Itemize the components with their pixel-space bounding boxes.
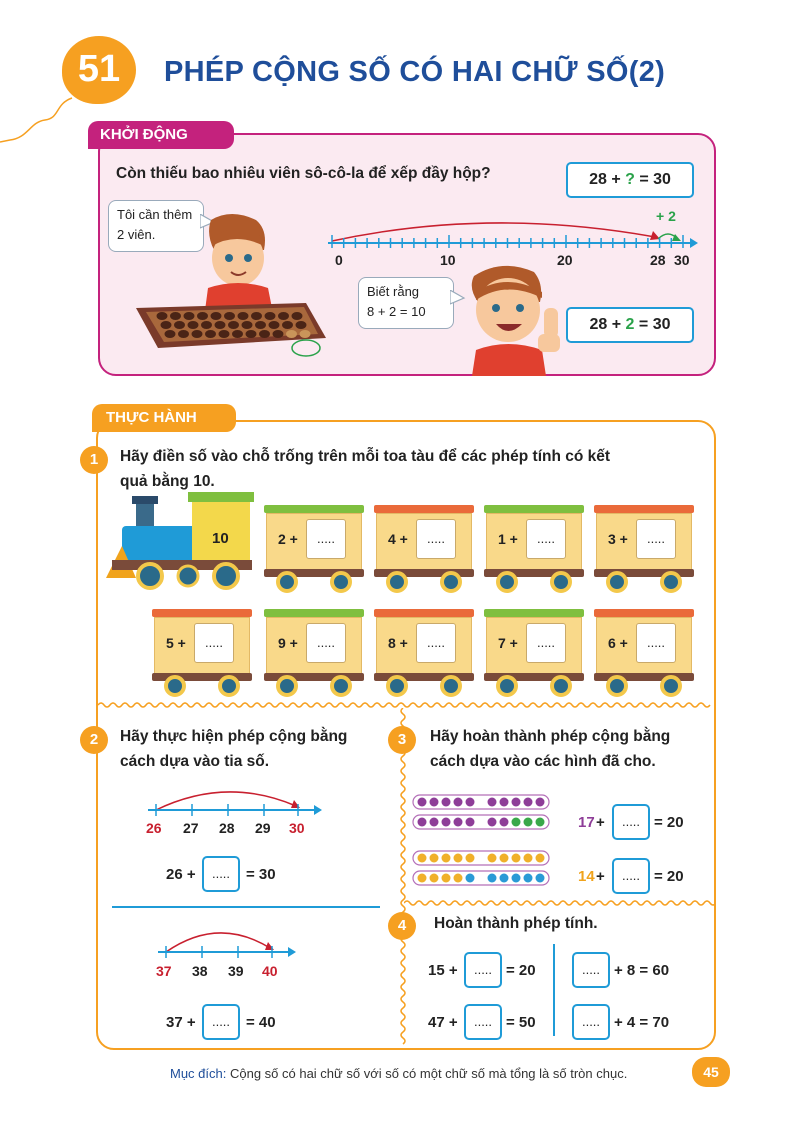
task-2-number: 2 [80, 726, 108, 754]
answer-box[interactable]: ..... [572, 1004, 610, 1040]
train-car: 9 + ..... [266, 609, 362, 699]
task-2-instruction-line2: cách dựa vào tia số. [120, 753, 270, 770]
train-car: 3 + ..... [596, 505, 692, 595]
wavy-divider-vertical [398, 708, 408, 1048]
balloon-string [0, 90, 80, 150]
answer-slot[interactable]: ..... [194, 623, 234, 663]
answer-box[interactable]: ..... [464, 1004, 502, 1040]
equation-question-box: 28 + ? = 30 [566, 162, 694, 198]
tick-26: 26 [146, 820, 162, 836]
task-4-instruction: Hoàn thành phép tính. [434, 915, 598, 932]
answer-box[interactable]: ..... [464, 952, 502, 988]
task-3-number: 3 [388, 726, 416, 754]
lesson-number: 51 [77, 48, 121, 90]
task-1-instruction-line2: quả bằng 10. [120, 473, 215, 490]
task-3-instruction-line2: cách dựa vào các hình đã cho. [430, 753, 656, 770]
answer-box[interactable]: ..... [612, 858, 650, 894]
lesson-number-badge [62, 36, 136, 104]
answer-slot[interactable]: ..... [526, 623, 566, 663]
missing-mark: ? [625, 171, 635, 188]
answer-slot[interactable]: ..... [526, 519, 566, 559]
number-line-26-30 [146, 780, 326, 820]
tick-37: 37 [156, 963, 172, 979]
answer-slot[interactable]: ..... [306, 519, 346, 559]
answer-box[interactable]: ..... [202, 856, 240, 892]
answer-box[interactable]: ..... [202, 1004, 240, 1040]
answer-slot[interactable]: ..... [306, 623, 346, 663]
tick-label-20: 20 [557, 252, 573, 268]
boy-with-chocolate-box-illustration [136, 208, 336, 368]
task-2-instruction-line1: Hãy thực hiện phép cộng bằng [120, 728, 348, 745]
tick-38: 38 [192, 963, 208, 979]
task-1-number: 1 [80, 446, 108, 474]
warmup-question: Còn thiếu bao nhiêu viên sô-cô-la để xếp đầy hộp? [116, 165, 491, 182]
wavy-divider [404, 898, 714, 908]
practice-tab-label: THỰC HÀNH [106, 409, 197, 426]
divider-line [112, 906, 380, 908]
speech-bubble-boy2: Biết rằng 8 + 2 = 10 [358, 277, 454, 329]
task-4-number: 4 [388, 912, 416, 940]
task-1-instruction-line1: Hãy điền số vào chỗ trống trên mỗi toa tàu để các phép tính có kết [120, 448, 611, 465]
train-car: 1 + ..... [486, 505, 582, 595]
answer-slot[interactable]: ..... [636, 623, 676, 663]
train-car: 8 + ..... [376, 609, 472, 699]
tick-39: 39 [228, 963, 244, 979]
warmup-tab [88, 121, 234, 149]
tick-29: 29 [255, 820, 271, 836]
tick-label-28: 28 [650, 252, 666, 268]
bead-bars-yellow [412, 850, 552, 890]
number-line-37-40 [156, 922, 306, 962]
task-3-instruction-line1: Hãy hoàn thành phép cộng bằng [430, 728, 671, 745]
train-car: 4 + ..... [376, 505, 472, 595]
tick-40: 40 [262, 963, 278, 979]
train-car: 6 + ..... [596, 609, 692, 699]
tick-30: 30 [289, 820, 305, 836]
tick-label-0: 0 [335, 252, 343, 268]
divider-line [553, 944, 555, 1036]
jump-label: + 2 [656, 208, 676, 224]
answer-slot[interactable]: ..... [416, 623, 456, 663]
train-car: 7 + ..... [486, 609, 582, 699]
tick-label-30: 30 [674, 252, 690, 268]
warmup-number-line [320, 215, 700, 255]
page-number: 45 [692, 1057, 730, 1087]
answer-slot[interactable]: ..... [416, 519, 456, 559]
answer-box[interactable]: ..... [572, 952, 610, 988]
locomotive-value: 10 [212, 530, 229, 547]
bead-bars-purple [412, 794, 552, 834]
tick-label-10: 10 [440, 252, 456, 268]
equation-answer-box: 28 + 2 = 30 [566, 307, 694, 343]
train-car: 5 + ..... [154, 609, 250, 699]
boy-thumbs-up-illustration [462, 258, 572, 376]
practice-tab [92, 404, 236, 432]
locomotive-illustration [106, 490, 262, 590]
footer-purpose: Mục đích: Cộng số có hai chữ số với số có một chữ số mà tổng là số tròn chục. [170, 1066, 628, 1081]
tick-27: 27 [183, 820, 199, 836]
answer-value: 2 [625, 316, 635, 333]
answer-box[interactable]: ..... [612, 804, 650, 840]
footer-label: Mục đích: [170, 1066, 227, 1081]
tick-28: 28 [219, 820, 235, 836]
warmup-tab-label: KHỞI ĐỘNG [100, 126, 188, 143]
train-car: 2 + ..... [266, 505, 362, 595]
answer-slot[interactable]: ..... [636, 519, 676, 559]
speech-bubble-boy1: Tôi cần thêm 2 viên. [108, 200, 204, 252]
lesson-title: PHÉP CỘNG SỐ CÓ HAI CHỮ SỐ(2) [164, 56, 666, 88]
